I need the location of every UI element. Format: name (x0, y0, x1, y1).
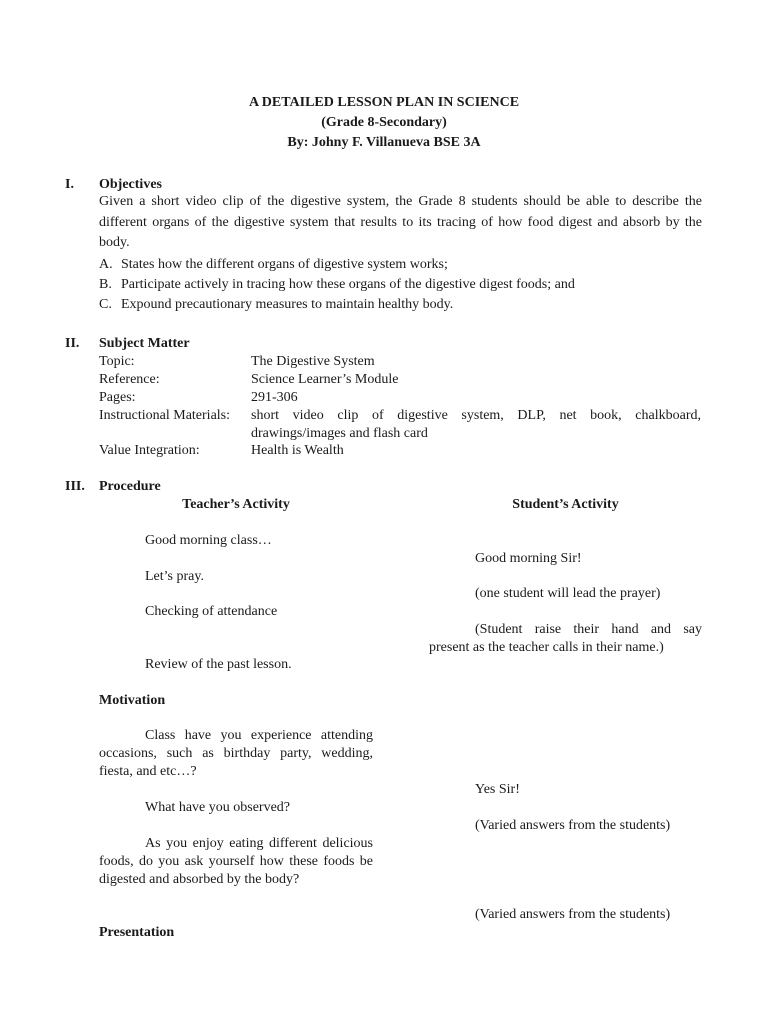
subject-value-integration-value: Health is Wealth (251, 443, 344, 458)
teacher-line: Class have you experience attending occasions, such as birthday party, wedding, fiesta, and etc…? (99, 728, 373, 779)
objective-text: Participate actively in tracing how these organs of the digestive digest foods; and (121, 277, 575, 292)
objective-text: Expound precautionary measures to maintain healthy body. (121, 297, 454, 312)
teacher-line: Good morning class… (145, 533, 272, 548)
objective-item (99, 256, 448, 274)
teacher-line: Let’s pray. (145, 569, 204, 584)
section-numeral-procedure: III. (65, 479, 85, 494)
section-heading-subject-matter: Subject Matter (99, 336, 190, 351)
objectives-intro: Given a short video clip of the digestive system, the Grade 8 students should be able to describe the different organs of the digestive system that results to its tracing of how food digest and absorb by the body. (99, 194, 702, 250)
student-activity-header: Student’s Activity (512, 497, 619, 512)
document-grade: (Grade 8-Secondary) (321, 115, 447, 130)
student-line: (one student will lead the prayer) (475, 586, 661, 601)
motivation-heading: Motivation (99, 693, 166, 708)
subject-topic-value: The Digestive System (251, 354, 375, 369)
presentation-heading: Presentation (99, 925, 175, 940)
student-line: (Student raise their hand and say present as the teacher calls in their name.) (429, 622, 702, 655)
subject-reference-label: Reference: (99, 372, 160, 387)
objective-item (99, 276, 575, 294)
section-numeral-objectives: I. (65, 177, 74, 192)
document-title: A DETAILED LESSON PLAN IN SCIENCE (248, 95, 520, 110)
teacher-line: As you enjoy eating different delicious foods, do you ask yourself how these foods be digested and absorbed by the body? (99, 836, 373, 887)
objective-text: States how the different organs of digestive system works; (121, 257, 448, 272)
teacher-line: Checking of attendance (145, 604, 278, 619)
objective-letter: C. (99, 297, 112, 312)
document-author: By: Johny F. Villanueva BSE 3A (287, 135, 481, 150)
student-line: (Varied answers from the students) (475, 818, 671, 833)
objective-letter: A. (99, 257, 113, 272)
subject-reference-value: Science Learner’s Module (251, 372, 399, 387)
subject-topic-label: Topic: (99, 354, 135, 369)
section-heading-objectives: Objectives (99, 177, 162, 192)
section-heading-procedure: Procedure (99, 479, 161, 494)
student-line: (Varied answers from the students) (475, 907, 671, 922)
subject-pages-value: 291-306 (251, 390, 298, 405)
objective-letter: B. (99, 277, 112, 292)
teacher-activity-header: Teacher’s Activity (182, 497, 290, 512)
section-numeral-subject-matter: II. (65, 336, 80, 351)
student-line: Yes Sir! (475, 782, 520, 797)
subject-materials-value: short video clip of digestive system, DLP, net book, chalkboard, drawings/images and flash card (251, 408, 701, 441)
subject-pages-label: Pages: (99, 390, 136, 405)
objective-item (99, 296, 453, 314)
student-line: Good morning Sir! (475, 551, 582, 566)
subject-value-integration-label: Value Integration: (99, 443, 200, 458)
subject-materials-label: Instructional Materials: (99, 408, 231, 423)
teacher-line: Review of the past lesson. (145, 657, 292, 672)
teacher-line: What have you observed? (145, 800, 290, 815)
